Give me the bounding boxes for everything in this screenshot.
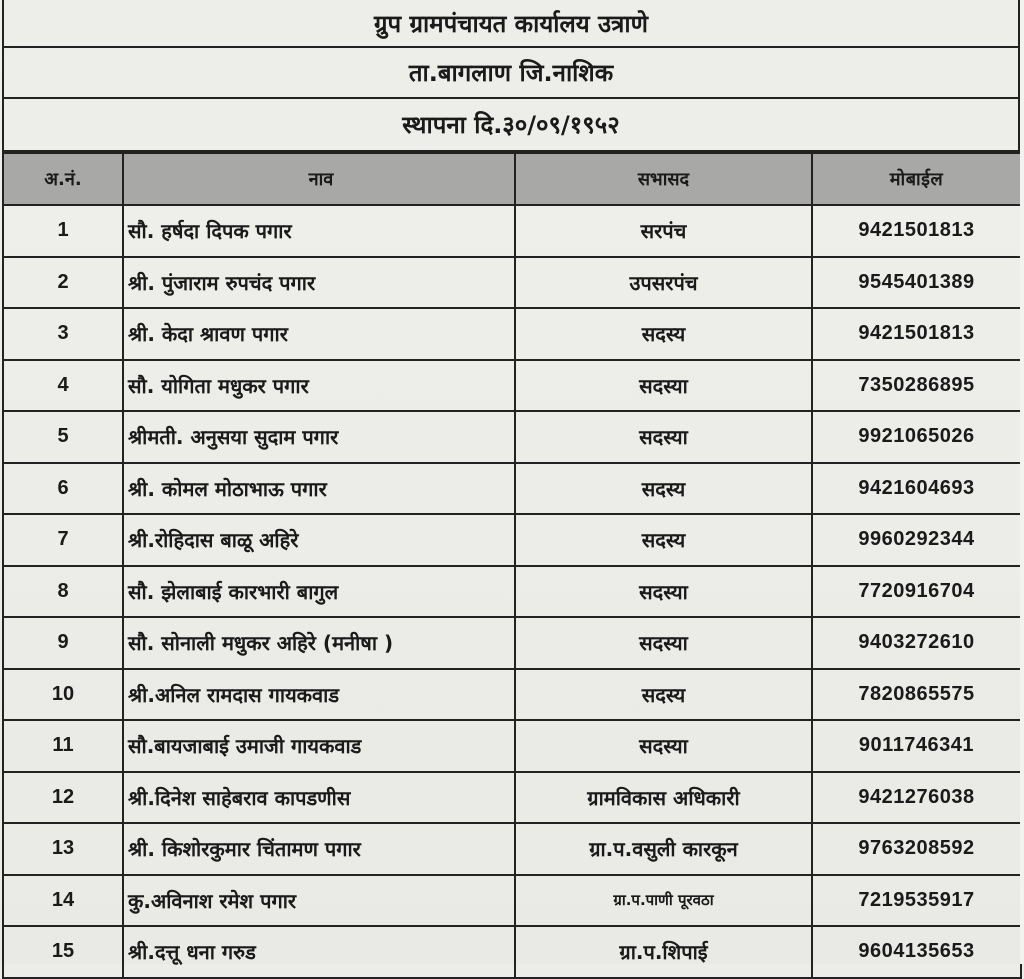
table-row [3,308,1021,360]
role-cell: सदस्या [515,720,812,772]
serial-number-cell: 2 [3,257,123,309]
role-cell: उपसरपंच [515,257,812,309]
role-cell: सदस्या [515,566,812,618]
mobile-cell: 9421276038 [812,772,1021,824]
serial-number-cell: 6 [3,463,123,515]
mobile-cell: 9421604693 [812,463,1021,515]
name-cell: श्री.दिनेश साहेबराव कापडणीस [123,772,515,824]
role-cell: ग्रा.प.पाणी पूरवठा [515,875,812,927]
serial-number-cell: 7 [3,514,123,566]
serial-number-cell: 1 [3,205,123,257]
role-cell: ग्रा.प.वसुली कारकून [515,823,812,875]
table-row [3,205,1021,257]
serial-number-cell: 15 [3,926,123,978]
role-cell: सदस्या [515,360,812,412]
established-title: स्थापना दि.३०/०९/१९५२ [2,99,1020,152]
name-cell: श्री. पुंजाराम रुपचंद पगार [123,257,515,309]
page-edge [1020,0,1024,964]
serial-number-cell: 5 [3,411,123,463]
location-title: ता.बागलाण जि.नाशिक [2,48,1020,99]
table-row [3,720,1021,772]
mobile-cell: 9763208592 [812,823,1021,875]
header-serial-number: अ.नं. [3,153,123,205]
header-mobile: मोबाईल [812,153,1021,205]
name-cell: सौ. योगिता मधुकर पगार [123,360,515,412]
mobile-cell: 7820865575 [812,669,1021,721]
table-row [3,514,1021,566]
serial-number-cell: 11 [3,720,123,772]
table-body [3,205,1021,978]
role-cell: सदस्य [515,308,812,360]
name-cell: सौ. सोनाली मधुकर अहिरे (मनीषा ) [123,617,515,669]
name-cell: सौ.बायजाबाई उमाजी गायकवाड [123,720,515,772]
mobile-cell: 9921065026 [812,411,1021,463]
mobile-cell: 9011746341 [812,720,1021,772]
serial-number-cell: 13 [3,823,123,875]
table-row [3,823,1021,875]
serial-number-cell: 9 [3,617,123,669]
mobile-cell: 9960292344 [812,514,1021,566]
name-cell: श्री.रोहिदास बाळू अहिरे [123,514,515,566]
table-row [3,463,1021,515]
name-cell: श्रीमती. अनुसया सुदाम पगार [123,411,515,463]
table-row [3,360,1021,412]
name-cell: श्री.दत्तू धना गरुड [123,926,515,978]
name-cell: सौ. हर्षदा दिपक पगार [123,205,515,257]
table-row [3,617,1021,669]
header-role: सभासद [515,153,812,205]
serial-number-cell: 8 [3,566,123,618]
mobile-cell: 7219535917 [812,875,1021,927]
mobile-cell: 9604135653 [812,926,1021,978]
serial-number-cell: 14 [3,875,123,927]
mobile-cell: 9545401389 [812,257,1021,309]
mobile-cell: 7350286895 [812,360,1021,412]
serial-number-cell: 12 [3,772,123,824]
mobile-cell: 7720916704 [812,566,1021,618]
serial-number-cell: 3 [3,308,123,360]
table-row [3,257,1021,309]
table-row [3,411,1021,463]
mobile-cell: 9421501813 [812,308,1021,360]
name-cell: श्री. किशोरकुमार चिंतामण पगार [123,823,515,875]
serial-number-cell: 4 [3,360,123,412]
table-row [3,669,1021,721]
name-cell: श्री.अनिल रामदास गायकवाड [123,669,515,721]
mobile-cell: 9403272610 [812,617,1021,669]
table-row [3,772,1021,824]
members-table [2,152,1022,979]
table-row [3,875,1021,927]
role-cell: ग्रा.प.शिपाई [515,926,812,978]
role-cell: सदस्य [515,669,812,721]
name-cell: कु.अविनाश रमेश पगार [123,875,515,927]
header-name: नाव [123,153,515,205]
name-cell: श्री. केदा श्रावण पगार [123,308,515,360]
table-header-row [3,153,1021,205]
mobile-cell: 9421501813 [812,205,1021,257]
role-cell: सदस्या [515,617,812,669]
name-cell: श्री. कोमल मोठाभाऊ पगार [123,463,515,515]
table-row [3,926,1021,978]
role-cell: सदस्य [515,514,812,566]
role-cell: सदस्या [515,411,812,463]
office-title: ग्रुप ग्रामपंचायत कार्यालय उत्राणे [2,0,1020,48]
serial-number-cell: 10 [3,669,123,721]
role-cell: ग्रामविकास अधिकारी [515,772,812,824]
table-row [3,566,1021,618]
role-cell: सदस्य [515,463,812,515]
role-cell: सरपंच [515,205,812,257]
name-cell: सौ. झेलाबाई कारभारी बागुल [123,566,515,618]
